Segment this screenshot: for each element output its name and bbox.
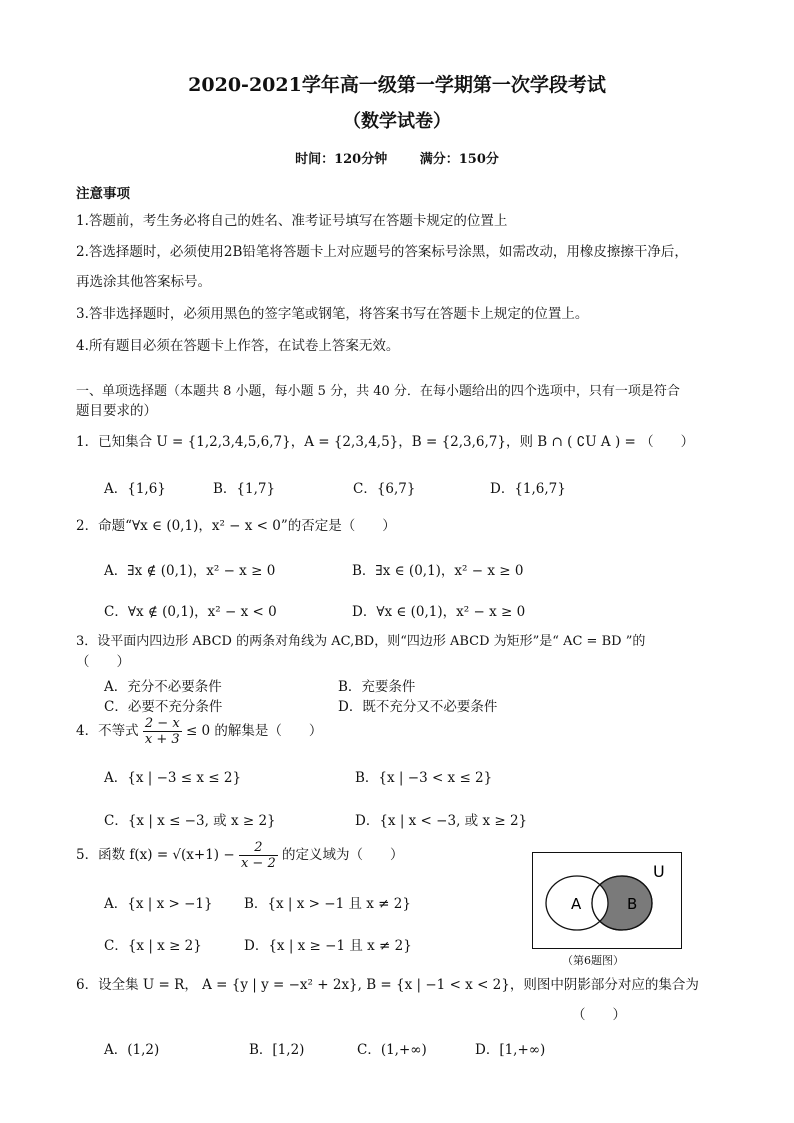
q1-option-b: B．{1,7}: [213, 481, 276, 497]
q6-option-a: A．(1,2): [104, 1042, 160, 1058]
q5-option-d: D．{x | x ≥ −1 且 x ≠ 2}: [244, 938, 412, 954]
question-6-stem: 6．设全集 U = R， A = {y | y = −x² + 2x}, B = {x | −1 < x < 2}，则图中阴影部分对应的集合为: [76, 977, 699, 993]
q6-option-c: C．(1,+∞): [357, 1042, 427, 1058]
q3-option-c: C．必要不充分条件: [104, 699, 223, 715]
note-item: 4.所有题目必须在答题卡上作答，在试卷上答案无效。: [76, 338, 400, 354]
q6-option-b: B．[1,2): [249, 1042, 305, 1058]
q5-stem-post: 的定义域为（ ）: [282, 847, 404, 863]
exam-meta: [0, 148, 794, 167]
exam-time: 时间：120分钟: [295, 152, 388, 167]
exam-subtitle: （数学试卷）: [343, 111, 451, 132]
q4-numerator: 2 − x: [144, 716, 180, 731]
q4-stem-post: ≤ 0 的解集是（ ）: [185, 723, 323, 739]
q3-option-b: B．充要条件: [338, 679, 416, 695]
q6-option-d: D．[1,+∞): [475, 1042, 546, 1058]
q3-option-d: D．既不充分又不必要条件: [338, 699, 498, 715]
q4-option-b: B．{x | −3 < x ≤ 2}: [355, 770, 493, 786]
venn-label-b: B: [627, 895, 638, 913]
q1-option-a: A．{1,6}: [104, 481, 166, 497]
q5-fraction: [239, 840, 278, 871]
section-heading: 一、单项选择题（本题共 8 小题，每小题 5 分，共 40 分．在每小题给出的四个选项中，只有一项是符合: [76, 384, 680, 399]
q5-denominator: x − 2: [240, 856, 276, 871]
q2-option-b: B．∃x ∈ (0,1)，x² − x ≥ 0: [352, 563, 524, 579]
note-item: 再选涂其他答案标号。: [76, 274, 211, 290]
question-5-stem: [76, 840, 404, 871]
q2-option-a: A．∃x ∉ (0,1)，x² − x ≥ 0: [104, 563, 276, 579]
note-item: 3.答非选择题时，必须用黑色的签字笔或钢笔，将答案书写在答题卡上规定的位置上。: [76, 306, 589, 322]
exam-title: 2020-2021学年高一级第一学期第一次学段考试: [188, 74, 606, 96]
q3-option-a: A．充分不必要条件: [104, 679, 222, 695]
q4-stem-pre: 4．不等式: [76, 723, 139, 739]
question-4-stem: [76, 716, 322, 747]
q4-denominator: x + 3: [144, 732, 180, 747]
q1-option-c: C．{6,7}: [353, 481, 416, 497]
q1-option-d: D．{1,6,7}: [490, 481, 566, 497]
note-item: 1.答题前，考生务必将自己的姓名、准考证号填写在答题卡规定的位置上: [76, 213, 508, 229]
q4-option-d: D．{x | x < −3, 或 x ≥ 2}: [355, 813, 528, 829]
q5-numerator: 2: [239, 840, 278, 856]
venn-diagram: [533, 853, 681, 948]
q4-option-c: C．{x | x ≤ −3, 或 x ≥ 2}: [104, 813, 276, 829]
q5-option-b: B．{x | x > −1 且 x ≠ 2}: [244, 896, 411, 912]
question-6-paren: （ ）: [572, 1007, 626, 1023]
notes-heading: 注意事项: [76, 186, 130, 202]
venn-label-a: A: [571, 895, 582, 913]
question-3-paren: （ ）: [76, 654, 130, 670]
q4-fraction: [143, 716, 182, 747]
q2-option-c: C．∀x ∉ (0,1)，x² − x < 0: [104, 604, 277, 620]
q4-option-a: A．{x | −3 ≤ x ≤ 2}: [104, 770, 242, 786]
section-heading-cont: 题目要求的）: [76, 403, 157, 419]
note-item: 2.答选择题时，必须使用2B铅笔将答题卡上对应题号的答案标号涂黑，如需改动，用橡皮擦擦干净后，: [76, 244, 688, 260]
q5-option-c: C．{x | x ≥ 2}: [104, 938, 202, 954]
venn-diagram-frame: [532, 852, 682, 949]
venn-label-u: U: [653, 862, 665, 881]
figure-caption: （第6题图）: [562, 954, 624, 967]
q5-option-a: A．{x | x > −1}: [104, 896, 213, 912]
question-2-stem: 2．命题“∀x ∈ (0,1)，x² − x < 0”的否定是（ ）: [76, 518, 396, 534]
question-1-stem: 1．已知集合 U = {1,2,3,4,5,6,7}，A = {2,3,4,5}，B = {2,3,6,7}，则 B ∩ ( ∁U A ) = （ ）: [76, 434, 695, 450]
q2-option-d: D．∀x ∈ (0,1)，x² − x ≥ 0: [352, 604, 526, 620]
question-3-stem: 3．设平面内四边形 ABCD 的两条对角线为 AC,BD，则“四边形 ABCD 为矩形”是“ AC = BD ”的: [76, 634, 646, 649]
exam-score: 满分：150分: [419, 152, 499, 167]
q5-stem-pre: 5．函数 f(x) = √(x+1) −: [76, 847, 235, 863]
